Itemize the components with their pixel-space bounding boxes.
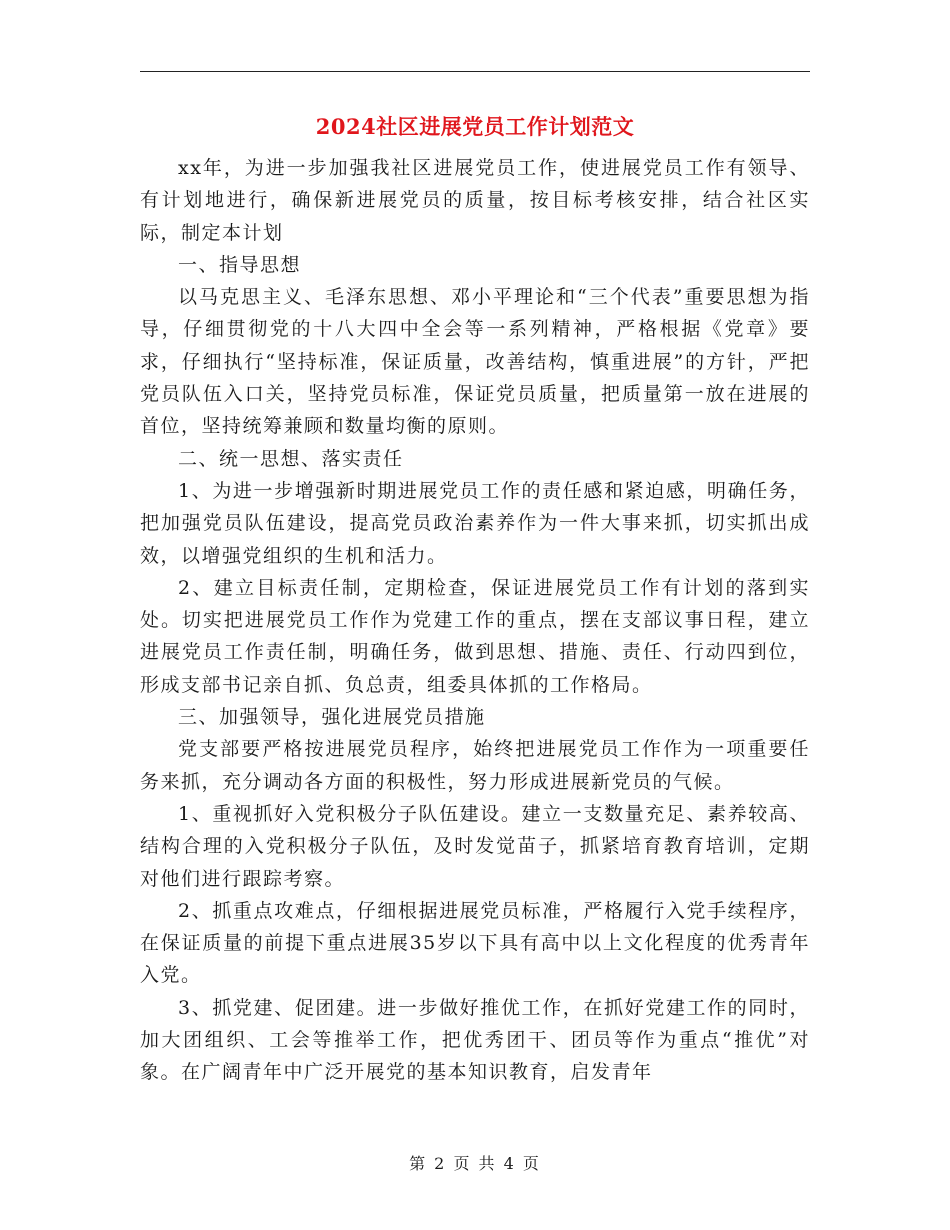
heading-guiding-thought: 一、指导思想 xyxy=(178,253,302,276)
paragraph-guiding-thought: 以马克思主义、毛泽东思想、邓小平理论和“三个代表”重要思想为指导，仔细贯彻党的十八大四中全会等一系列精神，严格根据《党章》要求，仔细执行“坚持标准，保证质量，改善结构，慎重进展”的方针，严把党员队伍入口关，坚持党员标准，保证党员质量，把质量第一放在进展的首位，坚持统筹兼顾和数量均衡的原则。 xyxy=(140,286,810,438)
heading-strengthen-leadership: 三、加强领导，强化进展党员措施 xyxy=(178,706,486,729)
paragraph-item-2: 2、建立目标责任制，定期检查，保证进展党员工作有计划的落到实处。切实把进展党员工作作为党建工作的重点，摆在支部议事日程，建立进展党员工作责任制，明确任务，做到思想、措施、责任、行动四到位，形成支部书记亲自抓、负总责，组委具体抓的工作格局。 xyxy=(140,576,810,696)
heading-unify-responsibility: 二、统一思想、落实责任 xyxy=(178,447,404,470)
document-title: 2024社区进展党员工作计划范文 xyxy=(315,114,635,139)
document-body xyxy=(140,152,810,1089)
paragraph-item-1: 1、为进一步增强新时期进展党员工作的责任感和紧迫感，明确任务，把加强党员队伍建设，提高党员政治素养作为一件大事来抓，切实抓出成效，以增强党组织的生机和活力。 xyxy=(140,479,810,567)
paragraph-measure-2: 2、抓重点攻难点，仔细根据进展党员标准，严格履行入党手续程序，在保证质量的前提下重点进展35岁以下具有高中以上文化程度的优秀青年入党。 xyxy=(140,899,810,987)
paragraph-measure-1: 1、重视抓好入党积极分子队伍建设。建立一支数量充足、素养较高、结构合理的入党积极分子队伍，及时发觉苗子，抓紧培育教育培训，定期对他们进行跟踪考察。 xyxy=(140,802,810,890)
paragraph-measure-3: 3、抓党建、促团建。进一步做好推优工作，在抓好党建工作的同时，加大团组织、工会等推举工作，把优秀团干、团员等作为重点“推优”对象。在广阔青年中广泛开展党的基本知识教育，启发青年 xyxy=(140,996,810,1084)
paragraph-branch-duty: 党支部要严格按进展党员程序，始终把进展党员工作作为一项重要任务来抓，充分调动各方面的积极性，努力形成进展新党员的气候。 xyxy=(140,738,810,793)
header-rule xyxy=(140,71,810,72)
page-number: 第 2 页 共 4 页 xyxy=(409,1154,541,1173)
paragraph-intro: xx年，为进一步加强我社区进展党员工作，使进展党员工作有领导、有计划地进行，确保新进展党员的质量，按目标考核安排，结合社区实际，制定本计划 xyxy=(140,157,810,244)
